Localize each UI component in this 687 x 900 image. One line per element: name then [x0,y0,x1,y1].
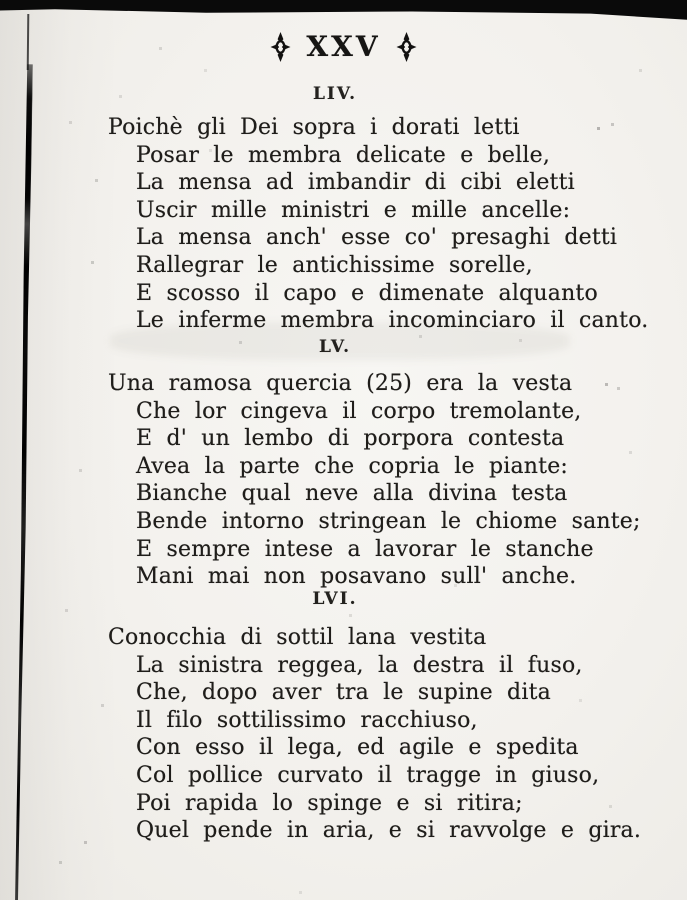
stanza-heading-lvi: LVI. [312,589,358,609]
verse-line: Conocchia di sottil lana vestita [108,625,487,650]
verse-line: Posar le membra delicate e belle, [136,142,551,168]
verse-line: Che, dopo aver tra le supine dita [136,680,551,706]
verse-line: Col pollice curvato il tragge in giuso, [136,762,600,788]
verse-line: Le inferme membra incominciaro il canto. [136,308,649,334]
verse-line: E sempre intese a lavorar le stanche [136,536,594,562]
verse-line: Bianche qual neve alla divina testa [136,481,568,507]
stanza-liv [108,114,649,335]
page-header [0,30,687,63]
verse-line: Avea la parte che copria le piante: [136,453,569,479]
stanza-lv [108,370,641,591]
paper-speckles [0,0,1,1]
verse-line: Uscir mille ministri e mille ancelle: [136,197,571,223]
stanza-heading-lv: LV. [318,337,352,357]
verse-line: Quel pende in aria, e si ravvolge e gira. [136,818,642,844]
fleuron-right-icon [396,32,417,62]
stanza-heading-liv: LIV. [312,84,358,104]
verse-line: Con esso il lega, ed agile e spedita [136,735,579,761]
scan-edge-bar [0,0,687,22]
verse-line: La mensa ad imbandir di cibi eletti [136,170,575,196]
verse-line: La sinistra reggea, la destra il fuso, [136,652,583,678]
verse-line: Che lor cingeva il corpo tremolante, [136,398,582,424]
verse-line: Rallegrar le antichissime sorelle, [136,252,533,278]
verse-line: Poichè gli Dei sopra i dorati letti [108,115,520,140]
verse-line: Bende intorno stringean le chiome sante; [136,508,641,534]
verse-line: Mani mai non posavano sull' anche. [136,564,577,590]
verse-line: E scosso il capo e dimenate alquanto [136,280,598,306]
fleuron-left-icon [270,32,291,62]
verse-line: Poi rapida lo spinge e si ritira; [136,790,523,816]
verse-line: La mensa anch' esse co' presaghi detti [136,225,618,251]
page-number: XXV [306,30,381,63]
verse-line: E d' un lembo di porpora contesta [136,426,565,452]
verse-line: Il filo sottilissimo racchiuso, [136,707,478,733]
binding-gutter-line [14,64,33,900]
verse-line: Una ramosa quercia (25) era la vesta [108,371,573,396]
stanza-lvi [108,624,642,845]
